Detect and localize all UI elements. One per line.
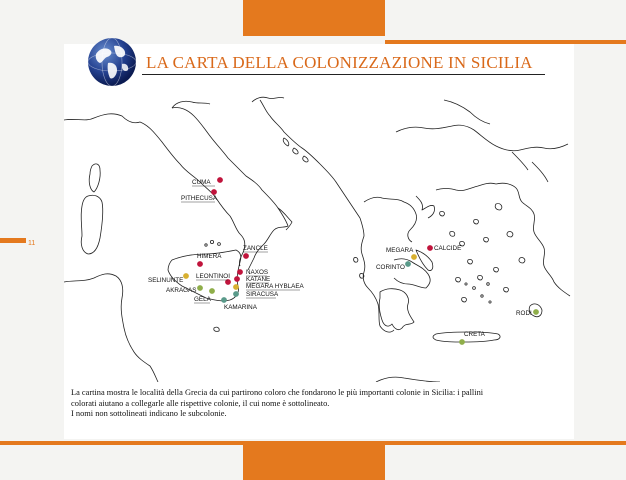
zancle-dot (243, 253, 249, 259)
akragas-marker (166, 285, 203, 294)
himera-marker (197, 253, 222, 267)
megara-dot (411, 254, 417, 260)
leontinoi-label: LEONTINOI (196, 273, 230, 280)
selinunte-marker (148, 273, 189, 284)
bottom-accent-bar (243, 445, 385, 480)
top-accent-bar (243, 0, 385, 36)
katane-marker (234, 276, 270, 283)
siracusa-dot (233, 291, 239, 297)
pithecusa-marker (181, 189, 218, 202)
caption-line-3: I nomi non sottolineati indicano le subcolonie. (71, 409, 227, 418)
megara-marker (386, 247, 417, 260)
rodi-marker (516, 309, 539, 317)
rodi-label: RODI (516, 310, 532, 317)
rodi-dot (533, 309, 539, 315)
kamarina-marker (221, 297, 258, 311)
title-underline (142, 74, 545, 75)
himera-dot (197, 261, 203, 267)
zancle-label: ZANCLE (243, 245, 268, 252)
megara-hyblaea-dot (233, 284, 239, 290)
gela-dot (209, 288, 215, 294)
megara-hyblaea-marker (233, 283, 304, 290)
gela-marker (194, 288, 215, 303)
page-side-mark: 11 (28, 240, 36, 247)
cuma-marker (192, 177, 223, 186)
calcide-marker (427, 245, 461, 252)
corinto-label: CORINTO (376, 264, 405, 271)
katane-dot (234, 276, 240, 282)
cuma-label: CUMA (192, 179, 211, 186)
megara-hyblaea-label: MEGARA HYBLAEA (246, 283, 304, 290)
zancle-marker (243, 245, 268, 259)
cuma-dot (217, 177, 223, 183)
siracusa-marker (233, 291, 279, 298)
colonization-map (64, 92, 574, 382)
selinunte-dot (183, 273, 189, 279)
corinto-marker (376, 261, 411, 271)
katane-label: KATANE (246, 276, 271, 283)
leontinoi-marker (196, 273, 231, 285)
coastlines (64, 97, 570, 382)
globe-icon (86, 36, 138, 88)
naxos-marker (237, 269, 268, 276)
akragas-label: AKRAGAS (166, 287, 197, 294)
siracusa-label: SIRACUSA (246, 291, 279, 298)
kamarina-dot (221, 297, 227, 303)
naxos-label: NAXOS (246, 269, 269, 276)
kamarina-label: KAMARINA (224, 304, 257, 311)
creta-dot (459, 339, 465, 345)
selinunte-label: SELINUNTE (148, 277, 184, 284)
calcide-label: CALCIDE (434, 245, 462, 252)
page-title: LA CARTA DELLA COLONIZZAZIONE IN SICILIA (146, 53, 533, 72)
gela-label: GELA (194, 296, 211, 303)
caption-line-2: colorati aiutano a collegarle alle rispettive colonie, il cui nome è sottolineato. (71, 398, 330, 408)
caption-line-1: La cartina mostra le località della Grecia da cui partirono coloro che fondarono le più importanti colonie in Sicilia: i pallini (71, 388, 484, 397)
megara-label: MEGARA (386, 247, 414, 254)
himera-label: HIMERA (197, 253, 222, 260)
creta-label: CRETA (464, 331, 485, 338)
colony-markers (148, 177, 539, 345)
map-caption (71, 388, 571, 420)
corinto-dot (405, 261, 411, 267)
naxos-dot (237, 269, 243, 275)
akragas-dot (197, 285, 203, 291)
left-accent-line (0, 238, 26, 243)
pithecusa-label: PITHECUSA (181, 195, 218, 202)
calcide-dot (427, 245, 433, 251)
creta-marker (459, 331, 486, 345)
